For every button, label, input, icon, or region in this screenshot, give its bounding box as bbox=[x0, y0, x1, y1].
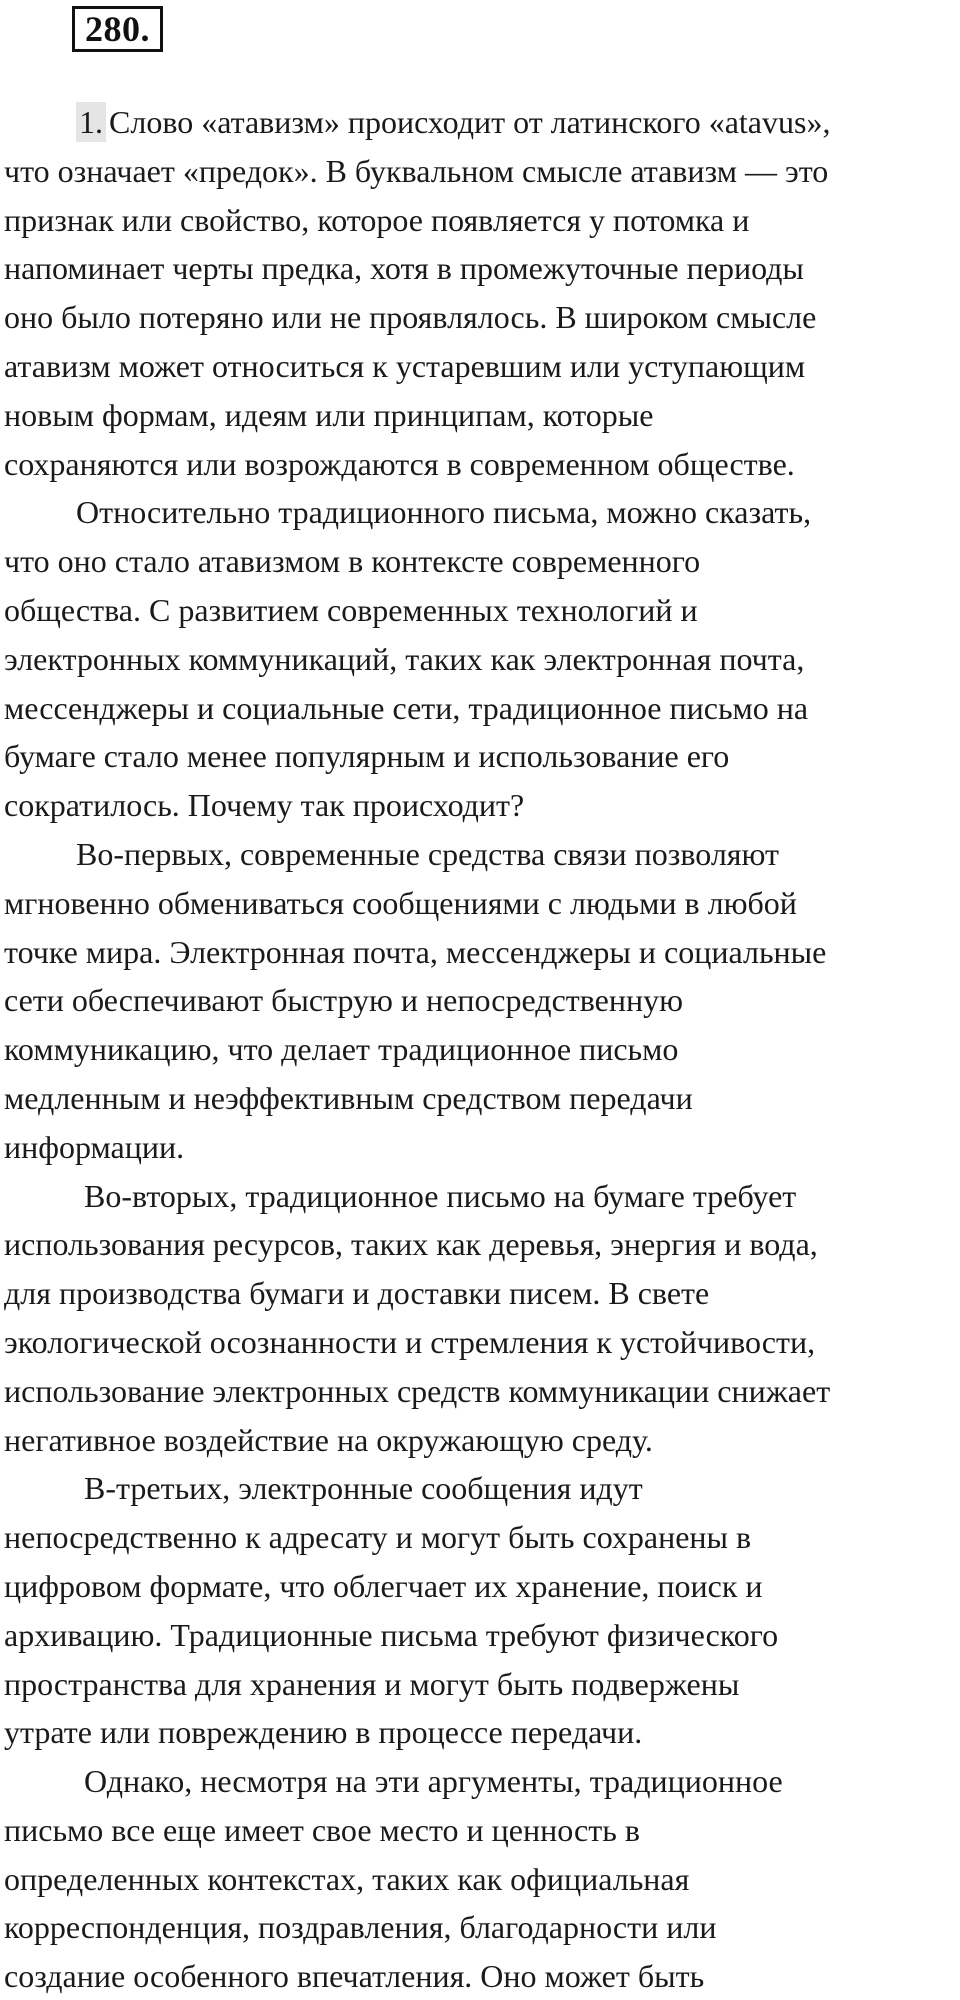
text-line: Во-первых, современные средства связи позволяют bbox=[76, 835, 779, 872]
text-line: непосредственно к адресату и могут быть сохранены в bbox=[4, 1519, 752, 1556]
text-line: В-третьих, электронные сообщения идут bbox=[84, 1470, 643, 1507]
text-line: сохраняются или возрождаются в современном обществе. bbox=[4, 445, 795, 482]
paragraph-6 bbox=[4, 1757, 956, 2000]
text-line: что оно стало атавизмом в контексте современного bbox=[4, 543, 701, 580]
text-line: напоминает черты предка, хотя в промежуточные периоды bbox=[4, 250, 804, 287]
text-line: архивацию. Традиционные письма требуют физического bbox=[4, 1616, 779, 1653]
text-line: бумаге стало менее популярным и использование его bbox=[4, 738, 730, 775]
text-line: Относительно традиционного письма, можно сказать, bbox=[76, 494, 812, 531]
paragraph-5 bbox=[4, 1464, 956, 1757]
paragraph-4 bbox=[4, 1172, 956, 1465]
text-line: признак или свойство, которое появляется у потомка и bbox=[4, 201, 750, 238]
document-body bbox=[4, 98, 956, 2000]
text-line: атавизм может относиться к устаревшим или уступающим bbox=[4, 347, 806, 384]
text-line: пространства для хранения и могут быть подвержены bbox=[4, 1665, 740, 1702]
paragraph-1 bbox=[4, 98, 956, 488]
text-line: для производства бумаги и доставки писем. В свете bbox=[4, 1275, 710, 1312]
text-line: цифровом формате, что облегчает их хранение, поиск и bbox=[4, 1567, 763, 1604]
text-line: мгновенно обмениваться сообщениями с людьми в любой bbox=[4, 884, 797, 921]
text-line: определенных контекстах, таких как официальная bbox=[4, 1860, 690, 1897]
text-line: использование электронных средств коммуникации снижает bbox=[4, 1372, 831, 1409]
text-line: письмо все еще имеет свое место и ценность в bbox=[4, 1811, 640, 1848]
text-line: новым формам, идеям или принципам, которые bbox=[4, 396, 654, 433]
text-line: точке мира. Электронная почта, мессенджеры и социальные bbox=[4, 933, 827, 970]
paragraph-2 bbox=[4, 488, 956, 830]
text-line: Однако, несмотря на эти аргументы, традиционное bbox=[84, 1763, 783, 1800]
text-line: мессенджеры и социальные сети, традиционное письмо на bbox=[4, 689, 809, 726]
text-line: что означает «предок». В буквальном смысле атавизм — это bbox=[4, 152, 829, 189]
text-line: коммуникацию, что делает традиционное письмо bbox=[4, 1031, 679, 1068]
text-line: сети обеспечивают быструю и непосредственную bbox=[4, 982, 684, 1019]
text-line: утрате или повреждению в процессе передачи. bbox=[4, 1714, 643, 1751]
item-marker: 1. bbox=[76, 102, 106, 142]
text-line: экологической осознанности и стремления к устойчивости, bbox=[4, 1323, 816, 1360]
text-line: использования ресурсов, таких как деревья, энергия и вода, bbox=[4, 1226, 818, 1263]
text-line: корреспонденция, поздравления, благодарности или bbox=[4, 1909, 717, 1946]
text-line: Во-вторых, традиционное письмо на бумаге требует bbox=[84, 1177, 797, 1214]
text-line: оно было потеряно или не проявлялось. В широком смысле bbox=[4, 299, 817, 336]
text-line: создание особенного впечатления. Оно может быть bbox=[4, 1958, 705, 1995]
text-line: медленным и неэффективным средством передачи bbox=[4, 1079, 693, 1116]
text-line: информации. bbox=[4, 1128, 185, 1165]
text-line: сократилось. Почему так происходит? bbox=[4, 787, 525, 824]
paragraph-3 bbox=[4, 830, 956, 1172]
exercise-number-box: 280. bbox=[72, 6, 163, 52]
text-line: 1. Слово «атавизм» происходит от латинского «atavus», bbox=[4, 98, 956, 147]
text-line: общества. С развитием современных технологий и bbox=[4, 591, 698, 628]
text-line: электронных коммуникаций, таких как электронная почта, bbox=[4, 640, 805, 677]
text-line: негативное воздействие на окружающую среду. bbox=[4, 1421, 653, 1458]
